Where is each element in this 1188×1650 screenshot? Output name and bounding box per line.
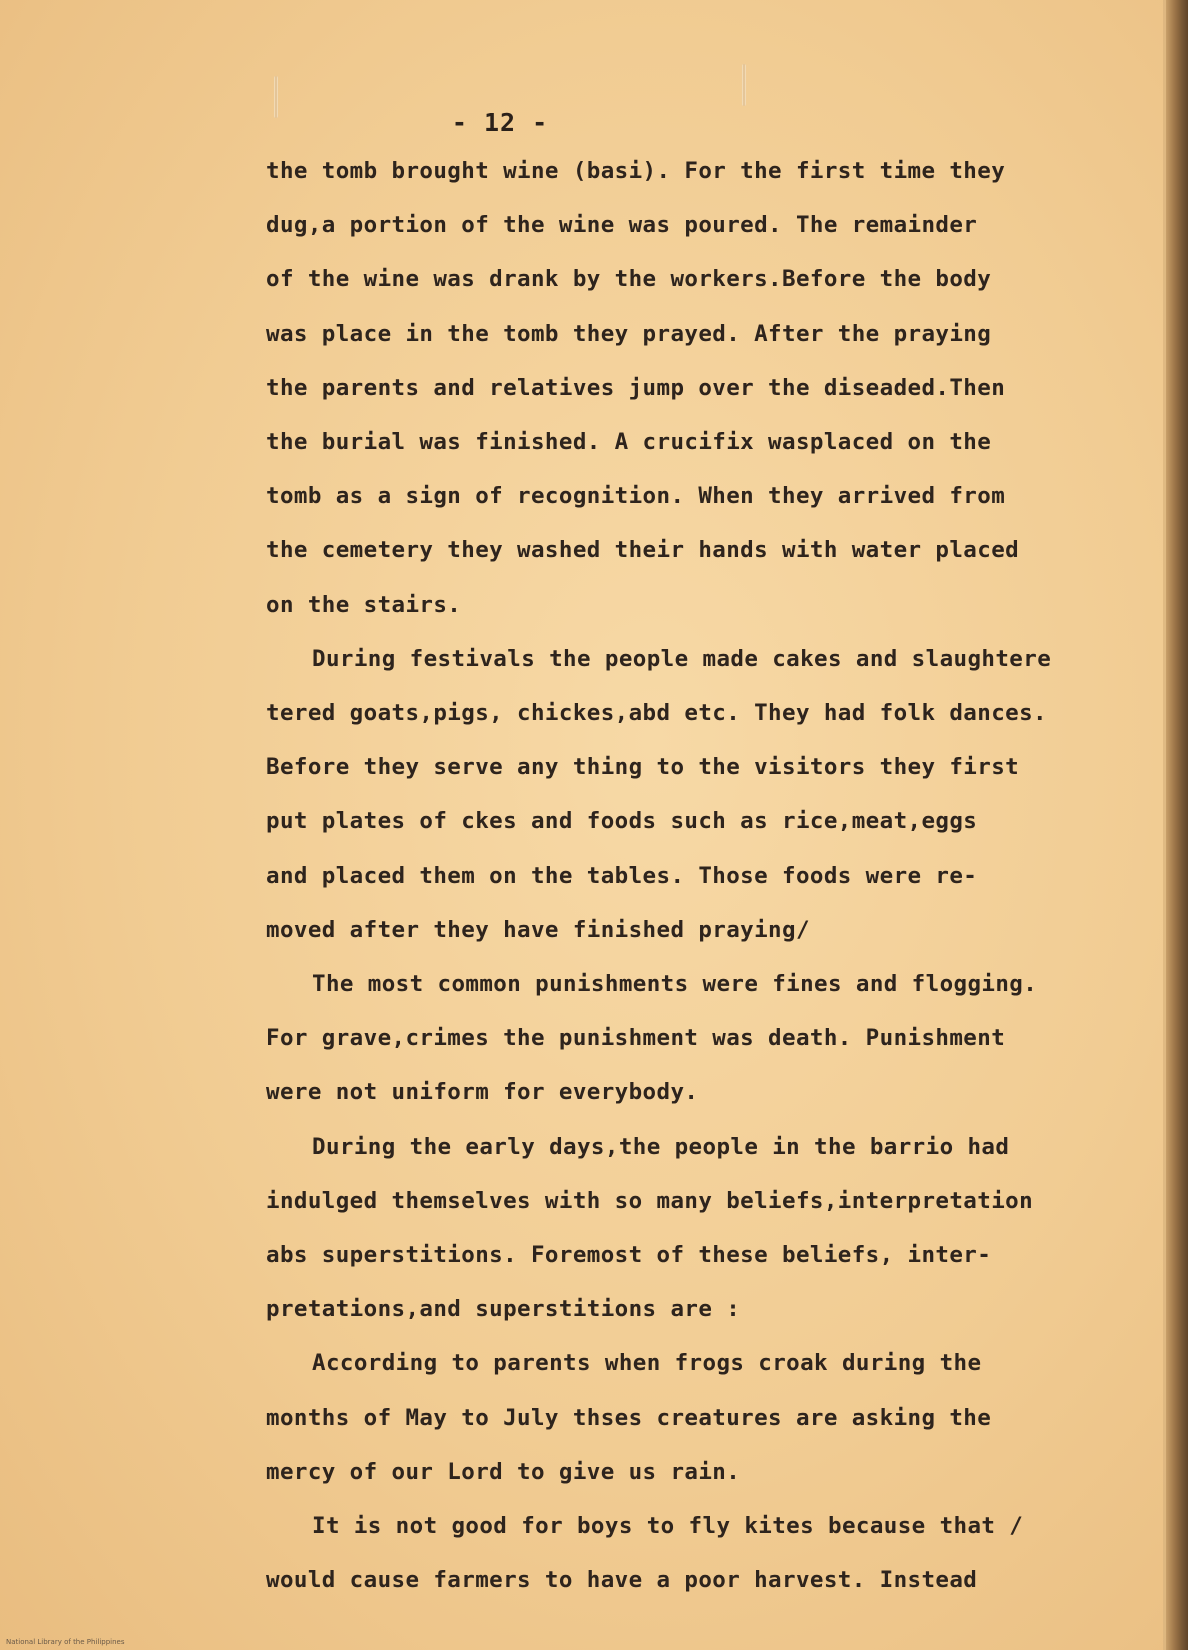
text-line: dug,a portion of the wine was poured. The remainder bbox=[266, 212, 978, 239]
scan-footer-label: National Library of the Philippines bbox=[6, 1638, 125, 1646]
text-line: months of May to July thses creatures are asking the bbox=[266, 1404, 992, 1431]
text-line: and placed them on the tables. Those foods were re- bbox=[266, 862, 978, 889]
text-line: on the stairs. bbox=[266, 591, 462, 618]
text-line: According to parents when frogs croak during the bbox=[312, 1350, 982, 1377]
text-line: the parents and relatives jump over the diseaded.Then bbox=[266, 374, 1006, 401]
text-line: was place in the tomb they prayed. After the praying bbox=[266, 320, 992, 347]
text-line: It is not good for boys to fly kites because that / bbox=[312, 1513, 1024, 1539]
text-line: For grave,crimes the punishment was death. Punishment bbox=[266, 1025, 1006, 1052]
text-line: tered goats,pigs, chickes,abd etc. They had folk dances. bbox=[266, 700, 1047, 726]
binding-edge bbox=[1163, 0, 1166, 1650]
text-line: the tomb brought wine (basi). For the first time they bbox=[266, 158, 1006, 184]
text-line: the cemetery they washed their hands with water placed bbox=[266, 537, 1020, 564]
text-line: Before they serve any thing to the visitors they first bbox=[266, 754, 1020, 781]
text-line: During the early days,the people in the barrio had bbox=[312, 1133, 1010, 1160]
page-number: - 12 - bbox=[451, 108, 549, 137]
text-line: abs superstitions. Foremost of these beliefs, inter- bbox=[266, 1242, 992, 1268]
text-line: moved after they have finished praying/ bbox=[266, 916, 810, 943]
text-line: indulged themselves with so many beliefs,interpretation bbox=[266, 1187, 1034, 1214]
text-line: The most common punishments were fines and flogging. bbox=[312, 971, 1038, 997]
text-line: tomb as a sign of recognition. When they arrived from bbox=[266, 483, 1006, 510]
text-line: the burial was finished. A crucifix wasplaced on the bbox=[266, 429, 992, 455]
text-line: would cause farmers to have a poor harvest. Instead bbox=[266, 1567, 978, 1594]
text-line: pretations,and superstitions are : bbox=[266, 1296, 741, 1323]
text-line: were not uniform for everybody. bbox=[266, 1079, 699, 1106]
text-line: of the wine was drank by the workers.Before the body bbox=[266, 266, 992, 293]
text-line: During festivals the people made cakes and slaughtere bbox=[312, 645, 1052, 672]
book-binding bbox=[1166, 0, 1188, 1650]
text-line: mercy of our Lord to give us rain. bbox=[266, 1458, 741, 1485]
staple-mark-right bbox=[742, 64, 746, 106]
text-line: put plates of ckes and foods such as rice,meat,eggs bbox=[266, 808, 978, 835]
